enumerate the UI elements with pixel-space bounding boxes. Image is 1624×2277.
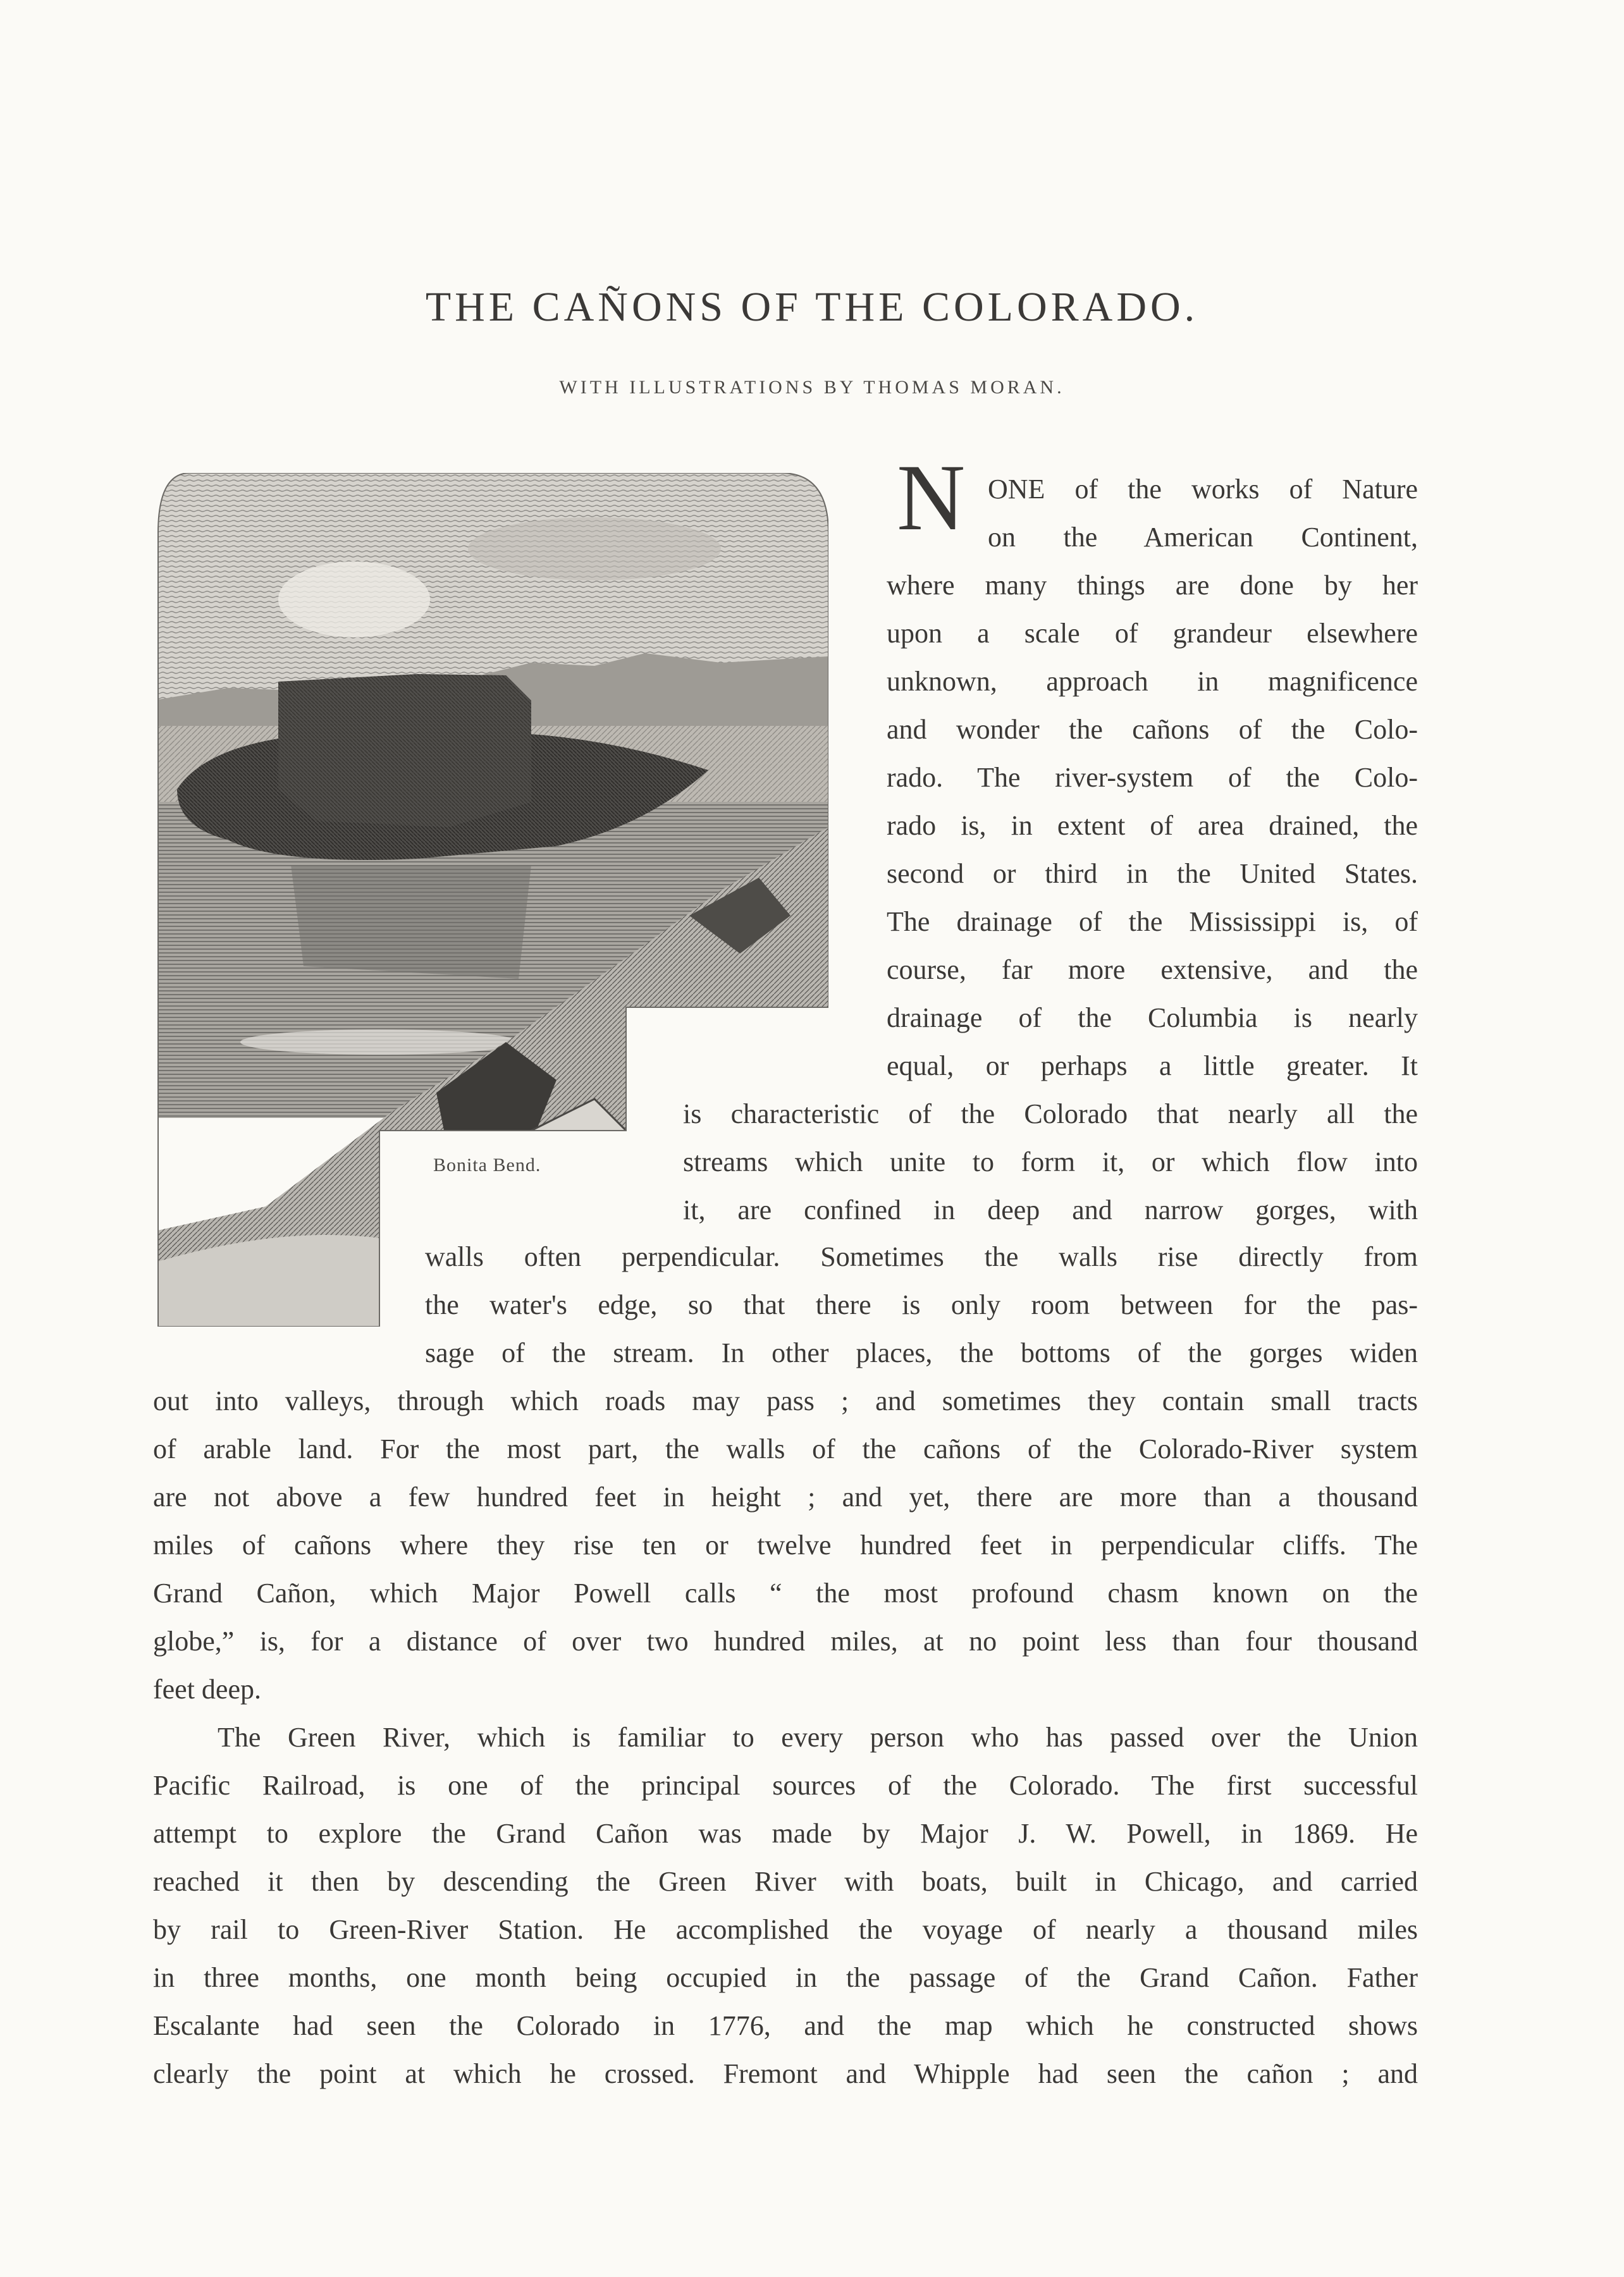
text-line: course, far more extensive, and the [887,954,1418,985]
text-line: walls often perpendicular. Sometimes the walls rise directly from [425,1241,1418,1272]
text-line: Escalante had seen the Colorado in 1776, and the map which he constructed shows [153,2010,1418,2041]
text-line: unknown, approach in magnificence [887,666,1418,697]
text-line: Pacific Railroad, is one of the principal sources of the Colorado. The first successful [153,1770,1418,1801]
text-line: is characteristic of the Colorado that nearly all the [683,1098,1418,1129]
text-line: rado. The river-system of the Colo- [887,762,1418,793]
text-line: attempt to explore the Grand Cañon was made by Major J. W. Powell, in 1869. He [153,1818,1418,1849]
text-line: clearly the point at which he crossed. Fremont and Whipple had seen the cañon ; and [153,2058,1418,2089]
page-subtitle: WITH ILLUSTRATIONS BY THOMAS MORAN. [559,377,1065,398]
text-line: equal, or perhaps a little greater. It [887,1050,1418,1081]
text-line: feet deep. [153,1674,261,1705]
drop-cap: N [897,445,966,550]
text-line: the water's edge, so that there is only room between for the pas- [425,1289,1418,1320]
text-line: upon a scale of grandeur elsewhere [887,618,1418,649]
text-line: Grand Cañon, which Major Powell calls “ the most profound chasm known on the [153,1578,1418,1609]
text-line: globe,” is, for a distance of over two hundred miles, at no point less than four thousand [153,1626,1418,1657]
page-title: THE CAÑONS OF THE COLORADO. [425,284,1199,330]
text-line: sage of the stream. In other places, the bottoms of the gorges widen [425,1337,1418,1368]
text-line: are not above a few hundred feet in height ; and yet, there are more than a thousand [153,1482,1418,1513]
text-line: it, are confined in deep and narrow gorges, with [683,1194,1418,1225]
text-line: second or third in the United States. [887,858,1418,889]
text-line: by rail to Green-River Station. He accomplished the voyage of nearly a thousand miles [153,1914,1418,1945]
text-line: reached it then by descending the Green River with boats, built in Chicago, and carried [153,1866,1418,1897]
text-line: rado is, in extent of area drained, the [887,810,1418,841]
text-line: on the American Continent, [988,522,1418,553]
text-line: out into valleys, through which roads may pass ; and sometimes they contain small tracts [153,1385,1418,1416]
text-line: The Green River, which is familiar to every person who has passed over the Union [218,1722,1418,1753]
text-line: ONE of the works of Nature [988,474,1418,505]
text-line: of arable land. For the most part, the walls of the cañons of the Colorado-River system [153,1433,1418,1464]
text-line: drainage of the Columbia is nearly [887,1002,1418,1033]
text-line: and wonder the cañons of the Colo- [887,714,1418,745]
text-line: where many things are done by her [887,570,1418,601]
text-line: The drainage of the Mississippi is, of [887,906,1418,937]
illustration-caption: Bonita Bend. [433,1155,541,1175]
text-line: miles of cañons where they rise ten or twelve hundred feet in perpendicular cliffs. The [153,1530,1418,1561]
text-line: streams which unite to form it, or which flow into [683,1146,1418,1177]
text-line: in three months, one month being occupied in the passage of the Grand Cañon. Father [153,1962,1418,1993]
